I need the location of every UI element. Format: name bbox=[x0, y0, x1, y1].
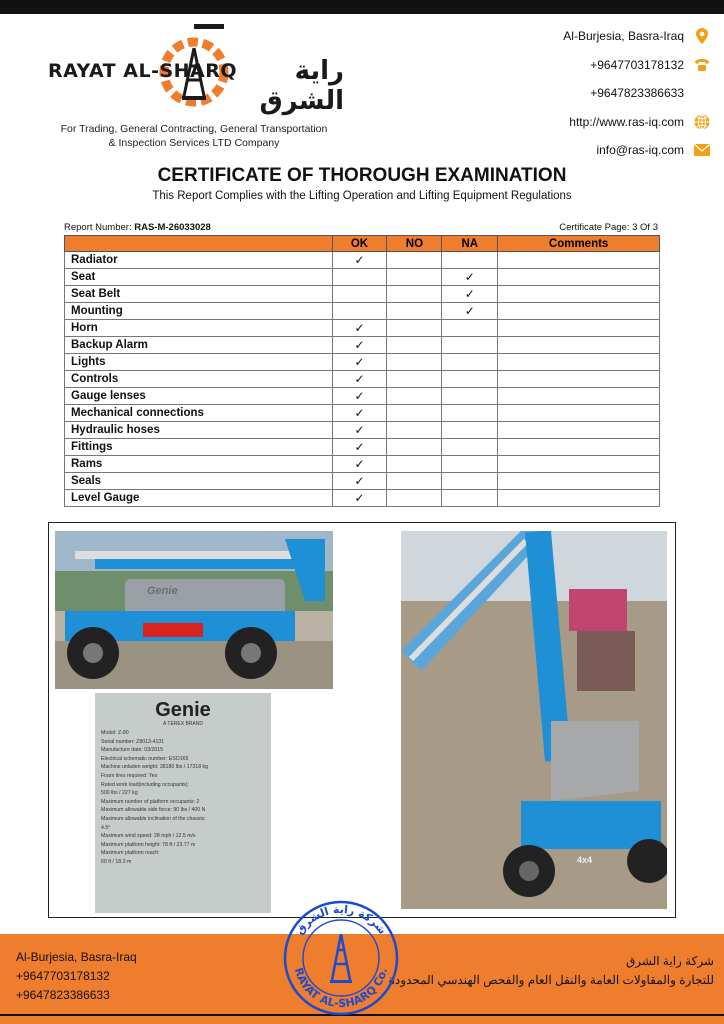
contact-email[interactable]: info@ras-iq.com bbox=[500, 136, 710, 165]
machine-brand-text: Genie bbox=[147, 585, 178, 597]
cell-no bbox=[387, 286, 442, 303]
cell-na bbox=[442, 473, 498, 490]
check-mark-icon: ✓ bbox=[354, 491, 365, 505]
table-row bbox=[65, 286, 660, 303]
row-item-label: Gauge lenses bbox=[65, 388, 333, 405]
plate-sub: A TEREX BRAND bbox=[163, 721, 203, 727]
top-bar bbox=[0, 0, 724, 14]
check-mark-icon: ✓ bbox=[354, 406, 365, 420]
row-item-label: Radiator bbox=[65, 252, 333, 269]
footer-contact bbox=[16, 948, 137, 1005]
cell-no bbox=[387, 252, 442, 269]
photo-panel bbox=[48, 522, 676, 918]
logo-tagline bbox=[44, 122, 344, 150]
cell-ok bbox=[332, 371, 387, 388]
cell-ok bbox=[332, 439, 387, 456]
cell-na bbox=[442, 422, 498, 439]
cell-na bbox=[442, 405, 498, 422]
table-row bbox=[65, 303, 660, 320]
tagline-line-1: For Trading, General Contracting, General Transportation bbox=[60, 123, 328, 135]
table-row bbox=[65, 422, 660, 439]
plate-line: Maximum allowable inclination of the chassis: bbox=[101, 815, 206, 822]
plate-line: Rated work load(including occupants): bbox=[101, 781, 189, 788]
cell-ok bbox=[332, 320, 387, 337]
contact-address: Al-Burjesia, Basra-Iraq bbox=[500, 22, 710, 51]
footer-ar-line-1: شركة راية الشرق bbox=[625, 954, 714, 968]
plate-line: 500 lbs / 227 kg bbox=[101, 790, 138, 797]
check-mark-icon: ✓ bbox=[354, 321, 365, 335]
cell-na bbox=[442, 490, 498, 507]
table-row bbox=[65, 405, 660, 422]
stamp-seal-icon bbox=[276, 898, 406, 1016]
cell-ok bbox=[332, 354, 387, 371]
inspection-table bbox=[64, 235, 660, 507]
row-item-label: Seat bbox=[65, 269, 333, 286]
plate-line: Maximum allowable side force: 90 lbs / 400 N bbox=[101, 807, 206, 814]
cell-comments bbox=[498, 422, 660, 439]
cell-comments bbox=[498, 388, 660, 405]
check-mark-icon: ✓ bbox=[354, 440, 365, 454]
certificate-title: CERTIFICATE OF THOROUGH EXAMINATION bbox=[157, 165, 567, 186]
plate-line: 60 ft / 18.3 m bbox=[101, 858, 132, 865]
cell-ok bbox=[332, 269, 387, 286]
cell-no bbox=[387, 354, 442, 371]
check-mark-icon: ✓ bbox=[354, 372, 365, 386]
stamp-text-ar: شركة راية الشرق bbox=[292, 902, 389, 937]
plate-line: Electrical schematic number: ESO165 bbox=[101, 755, 189, 762]
cell-comments bbox=[498, 337, 660, 354]
footer-company-ar bbox=[389, 952, 714, 990]
machine-side-illustration bbox=[55, 531, 333, 689]
contact-phone-1: +9647703178132 bbox=[500, 51, 710, 80]
cell-comments bbox=[498, 354, 660, 371]
cell-no bbox=[387, 422, 442, 439]
row-item-label: Mechanical connections bbox=[65, 405, 333, 422]
cell-ok bbox=[332, 473, 387, 490]
cell-no bbox=[387, 439, 442, 456]
stamp-text-en: RAYAT AL-SHARQ Co. bbox=[291, 966, 391, 1011]
plate-line: Maximum wind speed: 28 mph / 12.5 m/s bbox=[101, 833, 196, 840]
report-number-value: RAS-M-26033028 bbox=[134, 222, 211, 233]
row-item-label: Backup Alarm bbox=[65, 337, 333, 354]
footer-address: Al-Burjesia, Basra-Iraq bbox=[16, 950, 137, 964]
plate-line: Model: Z-80 bbox=[101, 730, 129, 736]
cell-ok bbox=[332, 456, 387, 473]
plate-line: Machine unladen weight: 38180 lbs / 17318 kg bbox=[101, 764, 208, 771]
row-item-label: Mounting bbox=[65, 303, 333, 320]
certificate-page: Certificate Page: 3 Of 3 bbox=[559, 222, 658, 233]
check-mark-icon: ✓ bbox=[464, 287, 475, 301]
cell-na bbox=[442, 337, 498, 354]
footer-ar-line-2: للتجارة والمقاولات العامة والنقل العام والفحص الهندسي المحدودة bbox=[388, 973, 714, 987]
plate-line: Manufacture date: 03/2015 bbox=[101, 747, 164, 754]
plate-line: Serial number: Z8013-4131 bbox=[101, 738, 165, 745]
header-na: NA bbox=[442, 236, 498, 252]
photo-data-plate bbox=[95, 693, 271, 913]
cell-na bbox=[442, 252, 498, 269]
check-mark-icon: ✓ bbox=[354, 474, 365, 488]
table-row bbox=[65, 456, 660, 473]
row-item-label: Hydraulic hoses bbox=[65, 422, 333, 439]
company-stamp bbox=[276, 898, 406, 1016]
cell-ok bbox=[332, 337, 387, 354]
plate-text bbox=[101, 729, 267, 867]
header-no: NO bbox=[387, 236, 442, 252]
cell-na bbox=[442, 388, 498, 405]
check-mark-icon: ✓ bbox=[464, 270, 475, 284]
footer-phone-1: +9647703178132 bbox=[16, 969, 110, 983]
globe-icon bbox=[694, 114, 710, 130]
header-ok: OK bbox=[332, 236, 387, 252]
cell-comments bbox=[498, 439, 660, 456]
check-mark-icon: ✓ bbox=[354, 423, 365, 437]
cell-comments bbox=[498, 371, 660, 388]
table-row bbox=[65, 490, 660, 507]
table-row bbox=[65, 371, 660, 388]
cell-na bbox=[442, 286, 498, 303]
table-body bbox=[65, 252, 660, 507]
table-row bbox=[65, 354, 660, 371]
cell-na bbox=[442, 371, 498, 388]
table-row bbox=[65, 269, 660, 286]
location-icon bbox=[694, 28, 710, 44]
cell-no bbox=[387, 456, 442, 473]
plate-line: Maximum number of platform occupants: 2 bbox=[101, 798, 200, 805]
photo-machine-side bbox=[55, 531, 333, 689]
cell-no bbox=[387, 269, 442, 286]
table-row bbox=[65, 388, 660, 405]
plate-line: 4.5° bbox=[101, 824, 111, 831]
cell-no bbox=[387, 337, 442, 354]
cell-na bbox=[442, 269, 498, 286]
photo-machine-boom bbox=[401, 531, 667, 909]
cell-ok bbox=[332, 388, 387, 405]
cell-ok bbox=[332, 252, 387, 269]
cell-comments bbox=[498, 303, 660, 320]
row-item-label: Level Gauge bbox=[65, 490, 333, 507]
table-row bbox=[65, 252, 660, 269]
machine-decal-text: 4x4 bbox=[577, 855, 593, 865]
plate-line: Foam tires required: Yes bbox=[101, 772, 158, 779]
phone-icon bbox=[694, 57, 710, 73]
report-number bbox=[64, 222, 211, 233]
row-item-label: Controls bbox=[65, 371, 333, 388]
cell-no bbox=[387, 303, 442, 320]
cell-ok bbox=[332, 286, 387, 303]
cell-comments bbox=[498, 456, 660, 473]
check-mark-icon: ✓ bbox=[354, 457, 365, 471]
cell-no bbox=[387, 320, 442, 337]
mail-icon bbox=[694, 142, 710, 158]
row-item-label: Seals bbox=[65, 473, 333, 490]
cell-comments bbox=[498, 269, 660, 286]
cell-ok bbox=[332, 303, 387, 320]
plate-line: Maximum platform reach: bbox=[101, 850, 160, 857]
cell-ok bbox=[332, 405, 387, 422]
cell-comments bbox=[498, 320, 660, 337]
contact-block bbox=[500, 22, 710, 165]
cell-comments bbox=[498, 252, 660, 269]
footer-phone-2: +9647823386633 bbox=[16, 988, 110, 1002]
check-mark-icon: ✓ bbox=[354, 338, 365, 352]
company-logo bbox=[44, 20, 344, 150]
plate-line: Maximum platform height: 78 ft / 23.77 m bbox=[101, 841, 196, 848]
cell-na bbox=[442, 354, 498, 371]
logo-text-en: RAYAT AL-SHARQ bbox=[48, 60, 238, 82]
machine-boom-illustration bbox=[401, 531, 667, 909]
cell-ok bbox=[332, 422, 387, 439]
plate-brand: Genie bbox=[155, 699, 211, 721]
cell-na bbox=[442, 439, 498, 456]
check-mark-icon: ✓ bbox=[354, 389, 365, 403]
cell-comments bbox=[498, 473, 660, 490]
row-item-label: Horn bbox=[65, 320, 333, 337]
table-row bbox=[65, 473, 660, 490]
logo-text-ar: راية الشرق bbox=[259, 56, 344, 116]
certificate-subtitle: This Report Complies with the Lifting Operation and Lifting Equipment Regulations bbox=[152, 190, 572, 202]
check-mark-icon: ✓ bbox=[354, 355, 365, 369]
report-number-label: Report Number: bbox=[64, 222, 135, 233]
check-mark-icon: ✓ bbox=[464, 304, 475, 318]
cell-ok bbox=[332, 490, 387, 507]
table-row bbox=[65, 439, 660, 456]
cell-no bbox=[387, 371, 442, 388]
row-item-label: Fittings bbox=[65, 439, 333, 456]
tagline-line-2: & Inspection Services LTD Company bbox=[108, 137, 280, 149]
row-item-label: Seat Belt bbox=[65, 286, 333, 303]
cell-comments bbox=[498, 286, 660, 303]
table-header bbox=[65, 236, 660, 252]
cell-no bbox=[387, 388, 442, 405]
cell-comments bbox=[498, 490, 660, 507]
cell-no bbox=[387, 405, 442, 422]
cell-comments bbox=[498, 405, 660, 422]
table-row bbox=[65, 337, 660, 354]
contact-phone-2: +9647823386633 bbox=[590, 86, 684, 101]
table-row bbox=[65, 320, 660, 337]
contact-website[interactable]: http://www.ras-iq.com bbox=[500, 108, 710, 137]
cell-na bbox=[442, 320, 498, 337]
header-comments: Comments bbox=[498, 236, 660, 252]
row-item-label: Rams bbox=[65, 456, 333, 473]
row-item-label: Lights bbox=[65, 354, 333, 371]
header-item bbox=[65, 236, 333, 252]
cell-na bbox=[442, 303, 498, 320]
cell-no bbox=[387, 490, 442, 507]
cell-na bbox=[442, 456, 498, 473]
cell-no bbox=[387, 473, 442, 490]
check-mark-icon: ✓ bbox=[354, 253, 365, 267]
